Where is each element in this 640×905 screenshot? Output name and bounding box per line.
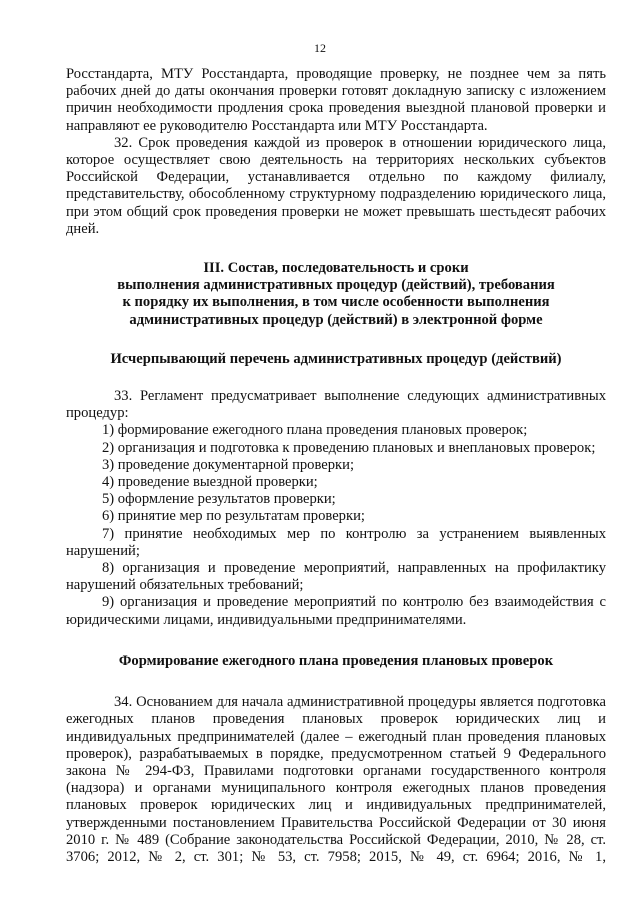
subtitle-annual-plan: Формирование ежегодного плана проведения плановых проверок [118, 652, 554, 669]
section-title-line: к порядку их выполнения, в том числе особенности выполнения [122, 294, 550, 311]
document-body [66, 66, 606, 866]
subtitle-procedure-list: Исчерпывающий перечень административных процедур (действий) [110, 350, 562, 367]
section-title-line: выполнения административных процедур (действий), требования [117, 277, 555, 294]
list-item: 1) формирование ежегодного плана проведения плановых проверок; [102, 422, 528, 439]
list-item: 8) организация и проведение мероприятий, направленных на профилактику нарушений обязательных требований; [66, 560, 606, 594]
list-item: 9) организация и проведение мероприятий по контролю без взаимодействия с юридическими лицами, индивидуальными предпринимателями. [66, 594, 606, 628]
list-item: 4) проведение выездной проверки; [102, 474, 318, 491]
page-number: 12 [314, 41, 326, 55]
list-item: 7) принятие необходимых мер по контролю за устранением выявленных нарушений; [66, 525, 606, 559]
section-title-line: III. Состав, последовательность и сроки [203, 260, 469, 277]
list-item: 3) проведение документарной проверки; [102, 456, 355, 473]
paragraph-34: 34. Основанием для начала административной процедуры является подготовка ежегодных планов проведения плановых проверок юридических лиц и индивидуальных предпринимателей (далее – ежегодный план проведения плановых проверок), разрабатываемых в порядке, предусмотренном статьей 9 Федерального закона № 294-ФЗ, Правилами подготовки органами государственного контроля (надзора) и органами муниципального контроля ежегодных планов проведения плановых проверок юридических лиц и индивидуальных предпринимателей, утвержденными постановлением Правительства Российской Федерации от 30 июня 2010 г. № 489 (Собрание законодательства Российской Федерации, 2010, № 28, ст. 3706; 2012, № 2, ст. 301; № 53, ст. 7958; 2015, № 49, ст. 6964; 2016, № 1, [66, 694, 606, 865]
paragraph-33: 33. Регламент предусматривает выполнение следующих административных процедур: [66, 388, 606, 422]
list-item: 6) принятие мер по результатам проверки; [102, 508, 365, 525]
list-item: 5) оформление результатов проверки; [102, 491, 336, 508]
paragraph-32: 32. Срок проведения каждой из проверок в отношении юридического лица, которое осуществляет свою деятельность на территориях нескольких субъектов Российской Федерации, устанавливается отдельно по каждому филиалу, представительству, обособленному структурному подразделению юридического лица, при этом общий срок проведения проверки не может превышать шестьдесят рабочих дней. [66, 134, 606, 237]
paragraph-31-continuation: Росстандарта, МТУ Росстандарта, проводящие проверку, не позднее чем за пять рабочих дней до даты окончания проверки готовят докладную записку с изложением причин необходимости продления срока проведения выездной плановой проверки и направляют ее руководителю Росстандарта или МТУ Росстандарта. [66, 66, 606, 134]
list-item: 2) организация и подготовка к проведению плановых и внеплановых проверок; [102, 439, 596, 456]
section-title [66, 260, 606, 329]
section-title-line: административных процедур (действий) в электронной форме [129, 311, 543, 328]
